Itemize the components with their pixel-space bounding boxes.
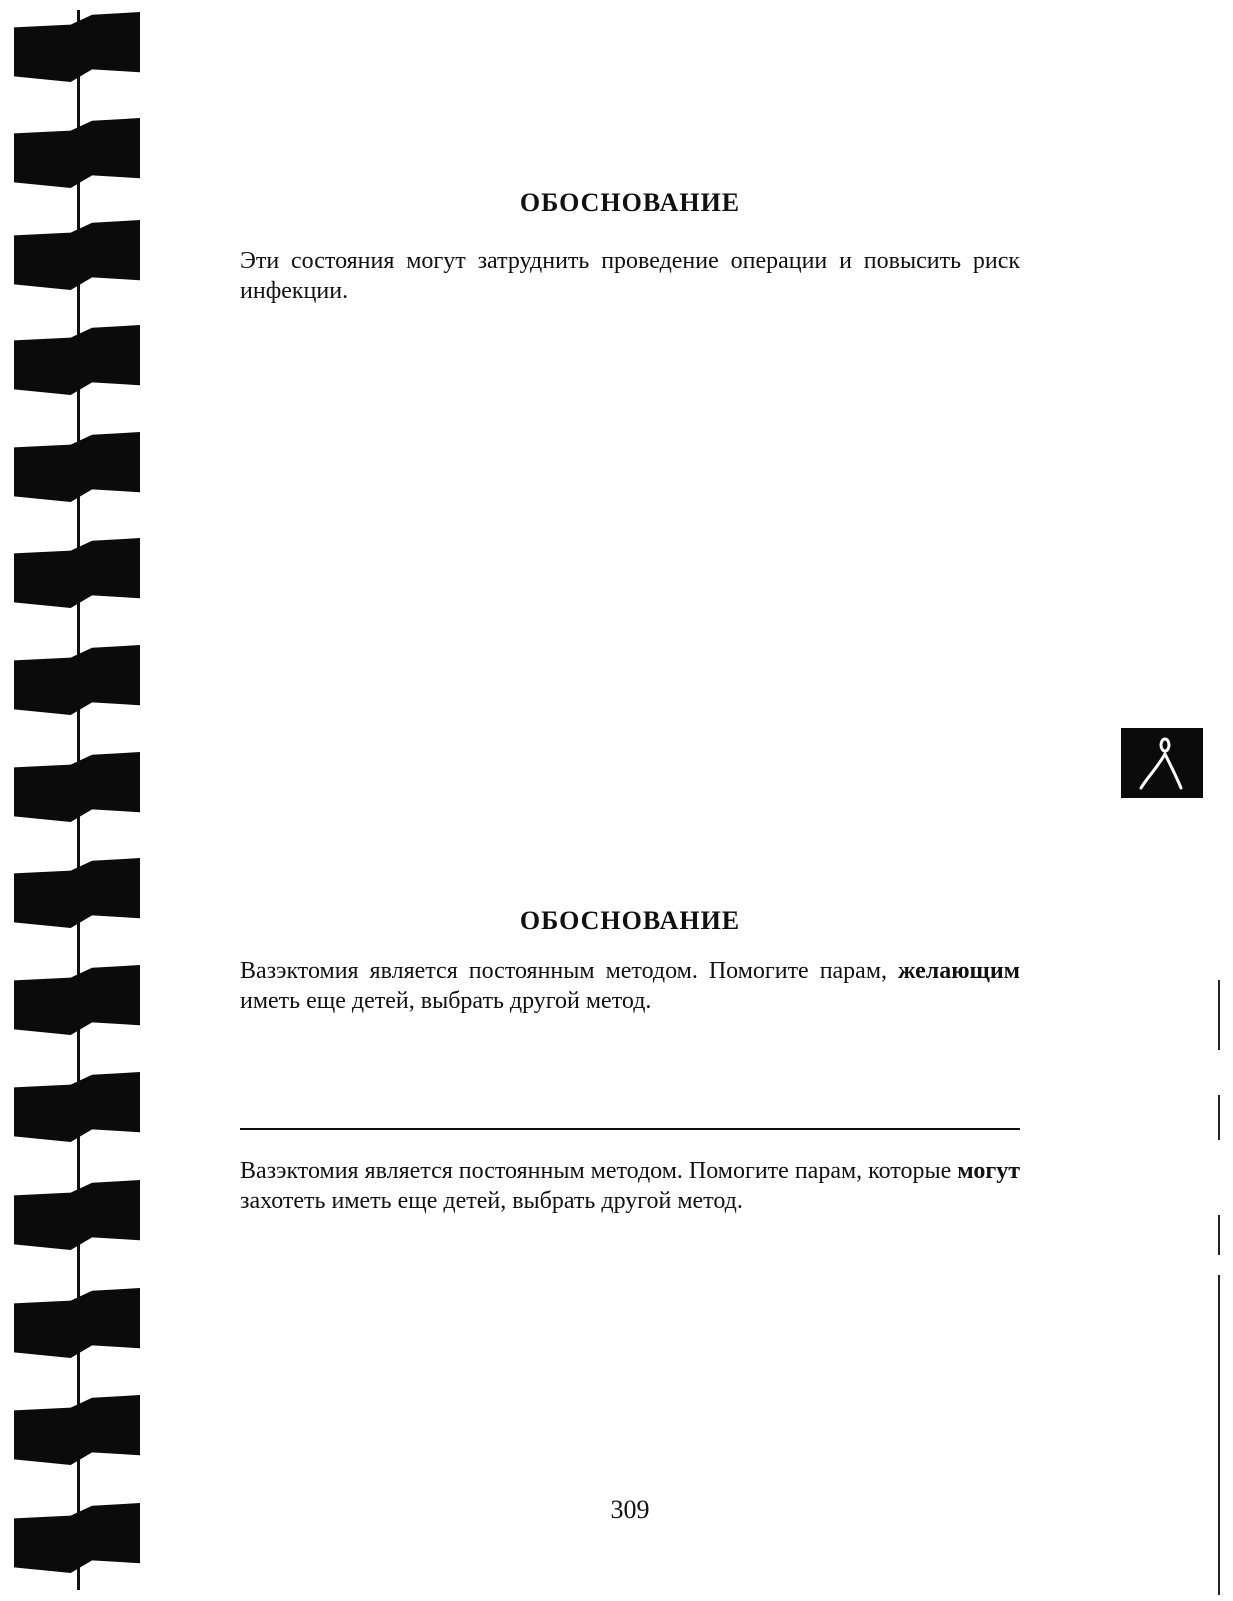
section-text-revised (240, 1156, 1020, 1216)
text-segment: Вазэктомия является постоянным методом. Помогите парам, (240, 958, 899, 984)
text-segment: Вазэктомия является постоянным методом. Помогите парам, которые (240, 1158, 958, 1184)
section-text-rationale-2 (240, 956, 1020, 1016)
text-segment: захотеть иметь еще детей, выбрать другой метод. (240, 1188, 743, 1214)
emphasis-text: желающим (898, 958, 1020, 984)
section-text-rationale-1: Эти состояния могут затруднить проведение операции и повысить риск инфекции. (240, 248, 1020, 304)
scan-edge-line (1218, 1215, 1220, 1255)
section-heading-rationale-2: ОБОСНОВАНИЕ (519, 906, 741, 935)
person-figure-icon (1121, 728, 1203, 798)
section-heading-rationale-1: ОБОСНОВАНИЕ (519, 188, 741, 217)
scan-edge-line (1218, 980, 1220, 1050)
emphasis-text: могут (957, 1158, 1020, 1184)
scan-edge-line (1218, 1095, 1220, 1140)
section-divider (240, 1128, 1020, 1130)
scan-edge-line (1218, 1275, 1220, 1595)
text-segment: иметь еще детей, выбрать другой метод. (240, 988, 652, 1014)
side-tab-marker (1121, 728, 1203, 798)
page-number: 309 (610, 1495, 650, 1524)
